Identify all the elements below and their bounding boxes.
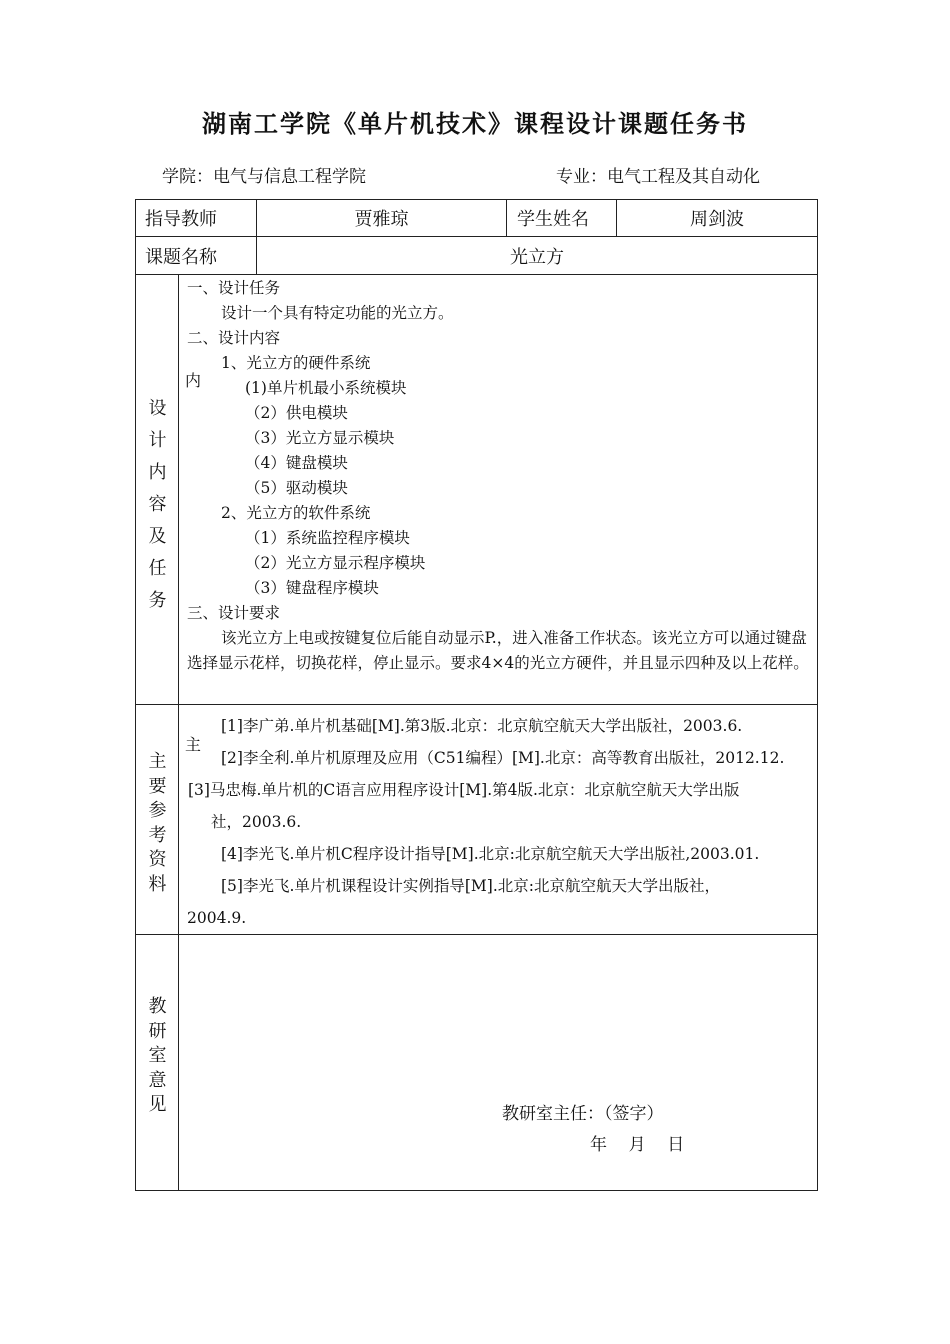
opinion-label-cell xyxy=(136,935,179,1191)
design-line: 二、设计内容 xyxy=(187,329,281,347)
teacher-name: 贾雅琼 xyxy=(257,200,507,237)
references-label xyxy=(136,750,179,897)
topic-row xyxy=(136,237,818,275)
references-stray-char: 主 xyxy=(185,735,202,754)
design-line: （2）光立方显示程序模块 xyxy=(245,554,426,572)
design-line: （4）键盘模块 xyxy=(245,454,348,472)
design-requirement: 该光立方上电或按键复位后能自动显示P.，进入准备工作状态。该光立方可以通过键盘选择显示花样，切换花样，停止显示。要求4×4的光立方硬件，并且显示四种及以上花样。 xyxy=(187,629,809,672)
teacher-label: 指导教师 xyxy=(136,200,257,237)
design-line: 1、光立方的硬件系统 xyxy=(221,354,371,372)
task-form-table xyxy=(135,199,818,1191)
reference-item: [5]李光飞.单片机课程设计实例指导[M].北京:北京航空航天大学出版社， xyxy=(221,877,720,895)
references-label-cell xyxy=(136,705,179,935)
design-row xyxy=(136,275,818,705)
references-label-char: 考 xyxy=(148,824,167,846)
design-label xyxy=(136,393,179,617)
opinion-label-char: 见 xyxy=(148,1094,167,1115)
reference-item: [3]马忠梅.单片机的C语言应用程序设计[M].第4版.北京：北京航空航天大学出版 xyxy=(188,781,740,799)
design-label-cell xyxy=(136,275,179,705)
design-stray-char: 内 xyxy=(185,371,202,390)
design-line: 三、设计要求 xyxy=(187,604,281,622)
design-label-char: 容 xyxy=(148,494,167,515)
design-label-char: 及 xyxy=(148,526,167,547)
design-line: 2、光立方的软件系统 xyxy=(221,504,371,522)
date-field: 年 月 日 xyxy=(590,1135,685,1155)
topic-label: 课题名称 xyxy=(136,237,257,275)
design-content-cell xyxy=(179,275,818,705)
opinion-content-cell xyxy=(179,935,818,1191)
director-signature: 教研室主任：（签字） xyxy=(502,1104,664,1124)
design-label-char: 任 xyxy=(148,558,167,579)
document-title: 湖南工学院《单片机技术》课程设计课题任务书 xyxy=(202,109,748,138)
design-line: （3）光立方显示模块 xyxy=(245,429,395,447)
design-label-char: 务 xyxy=(148,590,167,611)
major-field: 专业：电气工程及其自动化 xyxy=(556,167,760,187)
opinion-label-char: 教 xyxy=(148,996,167,1017)
design-line: 一、设计任务 xyxy=(187,279,281,297)
design-label-char: 计 xyxy=(148,430,167,451)
references-label-char: 主 xyxy=(148,751,167,772)
design-label-char: 内 xyxy=(148,462,167,483)
student-label: 学生姓名 xyxy=(507,200,617,237)
reference-item: 社，2003.6. xyxy=(211,813,302,831)
topic-name: 光立方 xyxy=(257,237,818,275)
reference-item: 2004.9. xyxy=(187,909,247,927)
teacher-student-row xyxy=(136,200,818,237)
references-label-char: 要 xyxy=(148,775,167,797)
references-label-char: 料 xyxy=(148,873,167,895)
references-content-cell xyxy=(179,705,818,935)
opinion-label-char: 意 xyxy=(148,1069,167,1091)
design-line: （3）键盘程序模块 xyxy=(245,579,379,597)
opinion-row xyxy=(136,935,818,1191)
opinion-label-char: 研 xyxy=(148,1020,167,1042)
reference-item: [2]李全利.单片机原理及应用（C51编程）[M].北京：高等教育出版社，2012.12. xyxy=(221,749,785,767)
design-line: （5）驱动模块 xyxy=(245,479,348,497)
design-label-char: 设 xyxy=(148,398,167,419)
design-line: （1）系统监控程序模块 xyxy=(245,529,410,547)
references-content xyxy=(179,705,817,934)
design-line: 设计一个具有特定功能的光立方。 xyxy=(221,304,454,322)
opinion-label xyxy=(136,995,179,1118)
design-line: （2）供电模块 xyxy=(245,404,348,422)
college-field: 学院：电气与信息工程学院 xyxy=(162,167,366,187)
reference-item: [1]李广弟.单片机基础[M].第3版.北京：北京航空航天大学出版社，2003.6. xyxy=(221,717,743,735)
references-row xyxy=(136,705,818,935)
reference-item: [4]李光飞.单片机C程序设计指导[M].北京:北京航空航天大学出版社,2003.01. xyxy=(221,845,760,863)
student-name: 周剑波 xyxy=(617,200,818,237)
design-content xyxy=(179,275,817,676)
references-label-char: 参 xyxy=(148,800,167,821)
references-label-char: 资 xyxy=(148,849,167,870)
opinion-label-char: 室 xyxy=(148,1045,167,1066)
design-line: (1)单片机最小系统模块 xyxy=(245,379,407,397)
